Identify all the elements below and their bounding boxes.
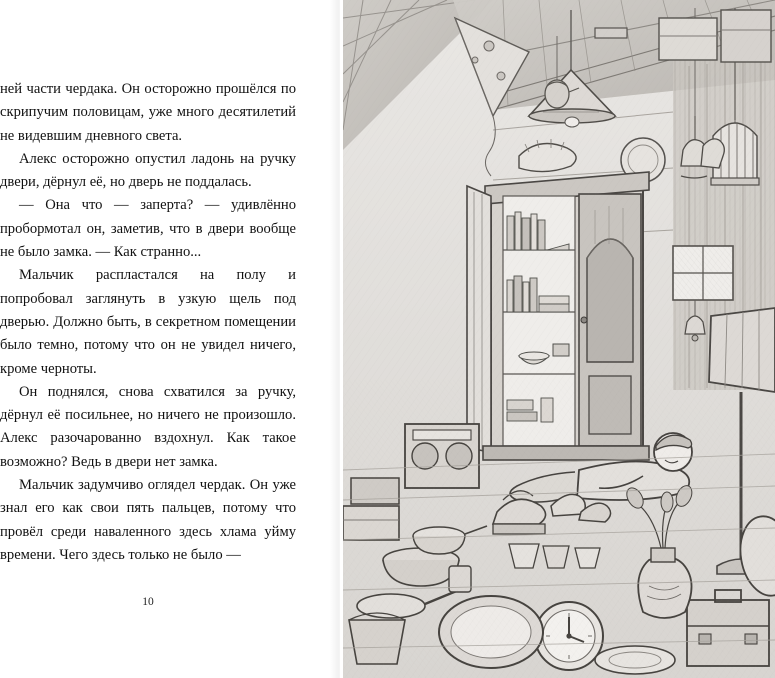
page-number: 10	[142, 596, 154, 608]
paragraph: Мальчик задумчиво оглядел чердак. Он уже знал его как свои пять пальцев, потому что провёл среди наваленного здесь хлама уйму времени. Чего здесь только не было —	[0, 477, 296, 563]
paragraph: Мальчик распластался на полу и попробовал заглянуть в узкую щель под дверью. Должно быть, в секретном помещении было темно, потому что он не увидел ничего, кроме черноты.	[0, 267, 296, 377]
body-text-column	[0, 78, 296, 567]
right-illustration-page	[340, 0, 775, 678]
paragraph: — Она что — заперта? — удивлённо пробормотал он, заметив, что в двери вообще не было замка. — Как странно...	[0, 197, 296, 261]
paragraph: ней части чердака. Он осторожно прошёлся по скрипучим половицам, уже много десятилетий не видевшим дневного света.	[0, 81, 296, 144]
left-text-page	[0, 0, 340, 678]
paragraph: Он поднялся, снова схватился за ручку, дёрнул её посильнее, но ничего не произошло. Алекс разочарованно вздохнул. Как такое возможно? Ведь в двери нет замка.	[0, 383, 296, 470]
attic-illustration	[343, 0, 775, 678]
paragraph: Алекс осторожно опустил ладонь на ручку двери, дёрнул её, но дверь не поддалась.	[0, 150, 296, 191]
